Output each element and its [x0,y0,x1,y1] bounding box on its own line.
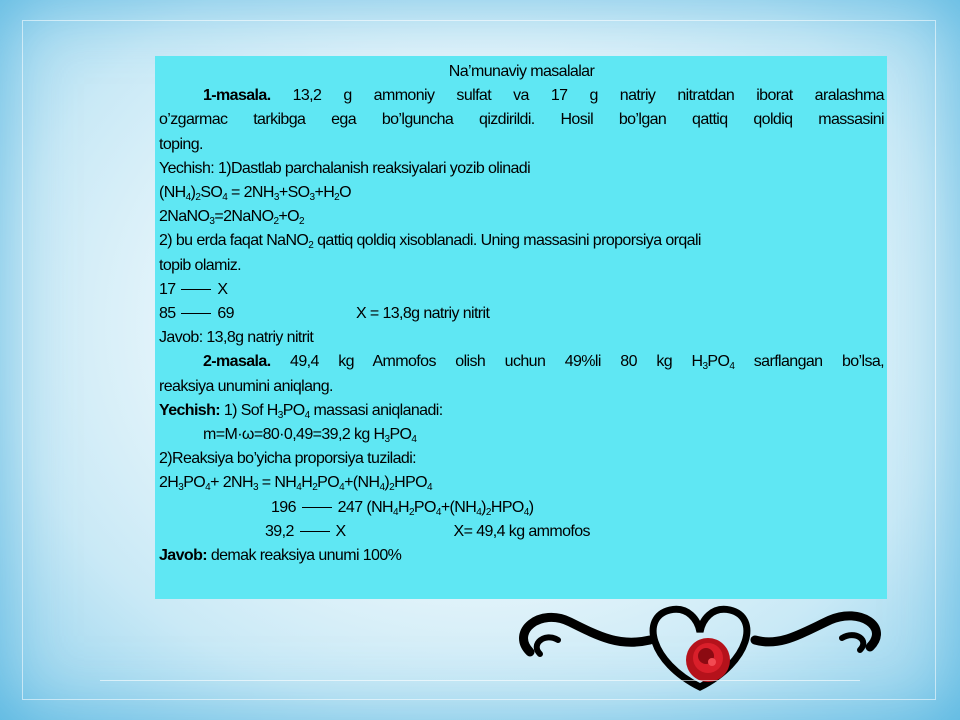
solution-2-answer: Javob: demak reaksiya unumi 100% [159,547,402,565]
equation-ammonium-sulfate: $(NH_4)_2SO_4 = 2NH_3+SO_3+H_2O$ [159,184,351,204]
problem-1-label: 1-masala. [203,87,271,105]
ratio-row-1: 196 247 $(NH_4H_2PO_4+(NH_4)_2HPO_4)$ [271,498,534,518]
dash-line [302,507,332,508]
problem-1-line-1: 1-masala. 13,2 g ammoniy sulfat va 17 g natriy nitratdan iborat aralashma [203,87,884,105]
solution-2-step-2: 2)Reaksiya bo’yicha proporsiya tuziladi: [159,450,417,468]
solution-2-intro: Yechish: 1) Sof $H_3PO_4$ massasi aniqlanadi: [159,401,443,421]
solution-2-mass-calc: m=M·ω=80·0,49=39,2 kg $H_3PO_4$ [203,426,417,446]
proportion-row-2: 85 69 X = 13,8g natriy nitrit [159,305,490,323]
problem-1-line-2: o’zgarmac tarkibga ega bo’lguncha qizdirildi. Hosil bo’lgan qattiq qoldiq massasini [159,111,884,129]
equation-sodium-nitrate: $2NaNO_3=2NaNO_2+O_2$ [159,208,304,228]
problem-1-line-3: toping. [159,135,203,153]
solution-1-step-2-cont: topib olamiz. [159,256,242,274]
dash-line [300,531,330,532]
problem-2-label: 2-masala. [203,353,271,371]
page-title: Na’munaviy masalalar [448,63,595,80]
bottom-divider [100,680,860,681]
dash-line [181,289,211,290]
swirl-ornament-icon [500,592,900,712]
problem-2-line-2: reaksiya unumini aniqlang. [159,377,333,395]
equation-ammophos: $2H_3PO_4+ 2NH_3 = NH_4H_2PO_4+(NH_4)_2HPO_4$ [159,474,432,494]
problem-2-line-1: 2-masala. 49,4 kg Ammofos olish uchun 49%li 80 kg $H_3PO_4$ sarflangan bo’lsa, [203,353,884,373]
rose-icon [686,638,730,682]
dash-line [181,313,211,314]
solution-1-step-2: 2) bu erda faqat NaNO$_2$ qattiq qoldiq xisoblanadi. Uning massasini proporsiya orqali [159,232,701,252]
problem-text-box [155,56,887,599]
ratio-row-2: 39,2 X X= 49,4 kg ammofos [265,522,590,540]
solution-1-intro: Yechish: 1)Dastlab parchalanish reaksiyalari yozib olinadi [159,159,531,177]
solution-1-answer: Javob: 13,8g natriy nitrit [159,329,314,347]
proportion-row-1: 17 X [159,280,228,298]
